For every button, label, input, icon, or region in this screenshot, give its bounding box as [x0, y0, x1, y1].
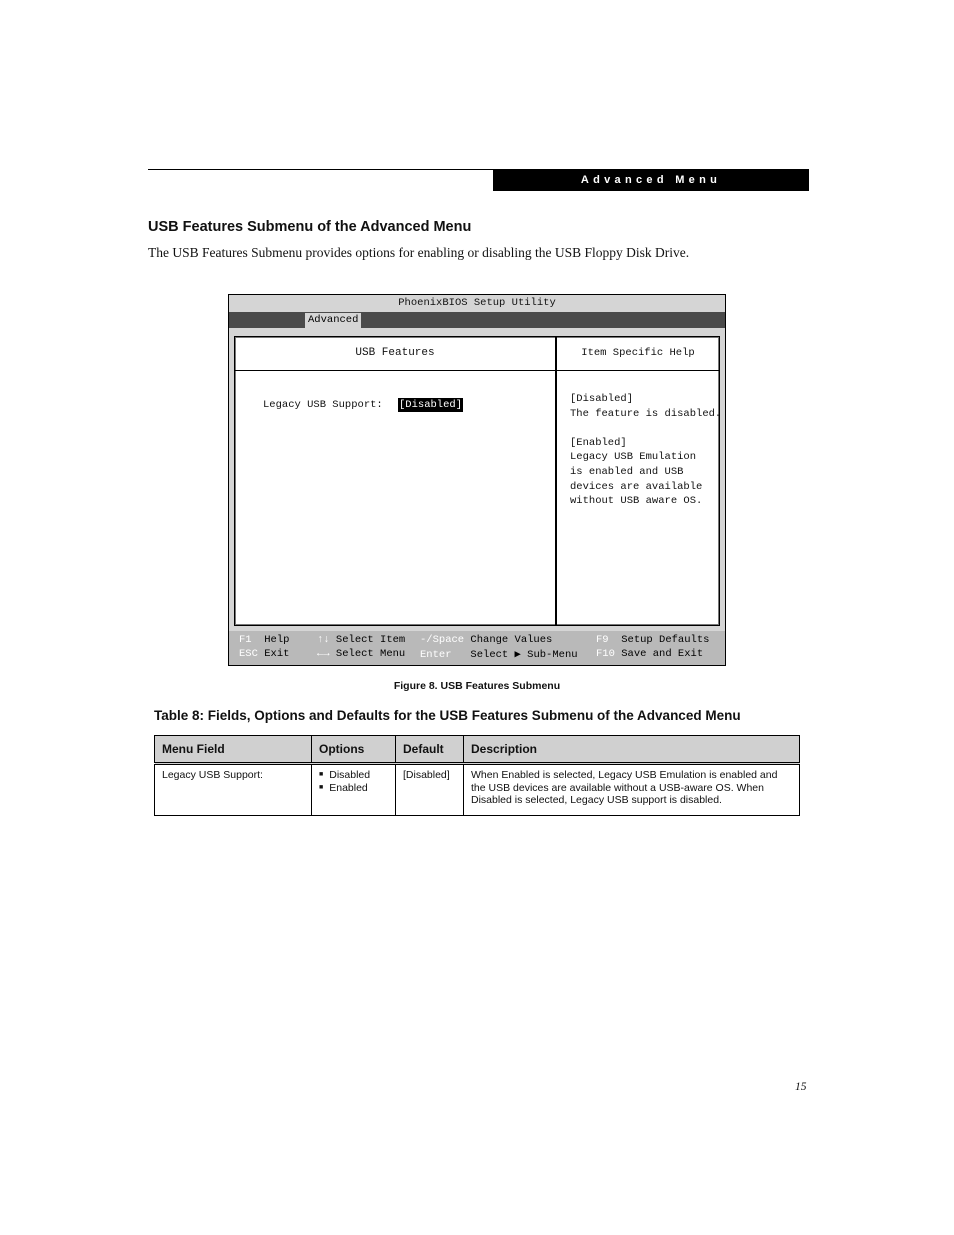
header-default: Default	[396, 736, 464, 764]
intro-paragraph: The USB Features Submenu provides options for enabling or disabling the USB Floppy Disk Drive.	[148, 245, 690, 260]
bios-item-value-selected[interactable]: [Disabled]	[399, 399, 463, 411]
option-item: ■ Enabled	[319, 782, 388, 795]
key-f1: F1 Help	[239, 634, 290, 646]
bios-item-label: Legacy USB Support:	[263, 399, 383, 411]
bios-key-legend	[229, 631, 725, 665]
cell-menu-field: Legacy USB Support:	[155, 764, 312, 816]
page-number: 15	[795, 1081, 807, 1093]
cell-default: [Disabled]	[396, 764, 464, 816]
bios-settings-panel	[235, 337, 557, 625]
bios-help-text: [Disabled] The feature is disabled. [Enabled] Legacy USB Emulation is enabled and USB devices are available without USB aware OS.	[570, 393, 722, 508]
key-esc: ESC Exit	[239, 648, 290, 660]
option-item: ■ Disabled	[319, 769, 388, 782]
bios-help-title: Item Specific Help	[557, 337, 719, 371]
table-title: Table 8: Fields, Options and Defaults for the USB Features Submenu of the Advanced Menu	[154, 708, 741, 723]
bios-menu-bar	[229, 312, 725, 328]
header-options: Options	[312, 736, 396, 764]
options-list	[319, 769, 388, 794]
cell-description: When Enabled is selected, Legacy USB Emulation is enabled and the USB devices are available without a USB-aware OS. When Disabled is selected, Legacy USB support is disabled.	[464, 764, 800, 816]
key-enter: Enter Select ▶ Sub-Menu	[420, 649, 578, 661]
bios-screenshot	[228, 294, 726, 666]
bios-help-panel	[557, 337, 722, 625]
bios-tab-advanced[interactable]: Advanced	[305, 313, 361, 328]
section-header-bar: Advanced Menu	[493, 169, 809, 191]
key-select-menu: ←→ Select Menu	[317, 648, 406, 660]
header-menu-field: Menu Field	[155, 736, 312, 764]
bios-main-area	[234, 336, 720, 626]
fields-table	[154, 735, 800, 816]
key-change-values: -/Space Change Values	[420, 634, 553, 646]
header-rule	[148, 169, 493, 170]
key-f9: F9 Setup Defaults	[596, 634, 710, 646]
table-header-row	[155, 736, 800, 764]
bios-panel-title: USB Features	[235, 337, 555, 371]
key-f10: F10 Save and Exit	[596, 648, 704, 660]
bios-title: PhoenixBIOS Setup Utility	[229, 295, 725, 313]
figure-caption: Figure 8. USB Features Submenu	[393, 680, 561, 692]
section-title: USB Features Submenu of the Advanced Menu	[148, 219, 472, 235]
table-row	[155, 764, 800, 816]
cell-options	[312, 764, 396, 816]
header-description: Description	[464, 736, 800, 764]
key-select-item: ↑↓ Select Item	[317, 634, 406, 646]
